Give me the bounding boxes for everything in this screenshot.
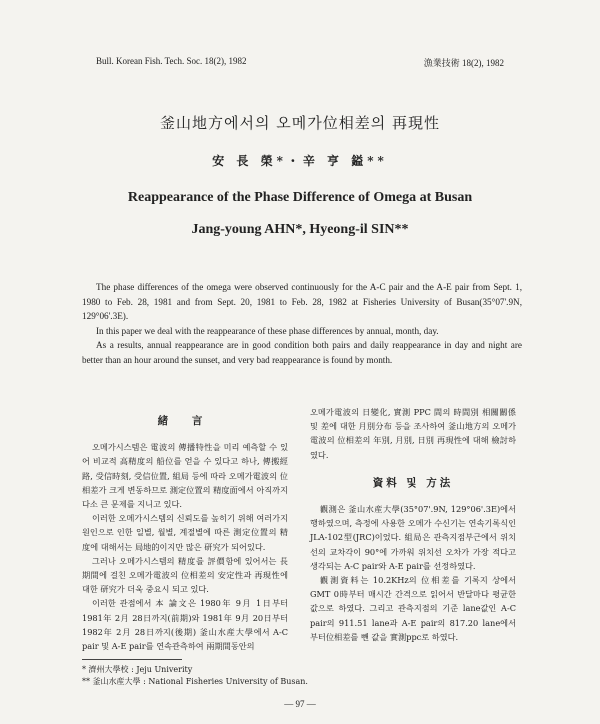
abstract [82, 280, 522, 367]
journal-header-right: 漁業技術 18(2), 1982 [423, 58, 504, 68]
body-paragraph: 이러한 오메가시스템의 신뢰도를 높히기 위해 여러가지 원인으로 인한 일별, 월별, 계절별에 따른 測定位置의 精度에 대해서는 局地的이지만 많은 研究가 되어있다. [82, 513, 288, 552]
page-number: — 97 — [284, 699, 316, 709]
section-heading-methods: 資料 및 方法 [372, 476, 454, 489]
body-paragraph: 觀測資料는 10.2KHz의 位相差를 기록지 상에서 GMT 0時부터 매시간 간격으로 읽어서 반달마다 평균한 값으로 하였다. 그리고 관측지점의 기준 lane값인 A-C pair의 911.51 lane과 A-E pair의 817.20 lane에서 부터位相差를 뺀 값을 實測ppc로 하였다. [310, 575, 516, 642]
footnotes [82, 664, 382, 688]
body-paragraph: 이러한 관점에서 本 論文은 1980年 9月 1日부터 1981年 2月 28日까지(前期)와 1981年 9月 20日부터 1982年 2月 28日까지(後期) 釜山水産大學에서 A-C pair 및 A-E pair를 연속관측하여 兩期間동안의 [82, 598, 288, 652]
body-paragraph: 오메가시스템은 電波의 傳播特性을 미리 예측할 수 있어 비교적 高精度의 船位를 얻을 수 있다고 하나, 傳搬經路, 受信時刻, 受信位置, 組局 등에 따라 오메가電波의 位相差가 크게 변동하므로 測定位置의 精度面에서 아직까지 다소 큰 문제를 지니고 있다. [82, 442, 288, 510]
authors-korean: 安 長 榮*・辛 亨 鎰** [212, 154, 388, 168]
journal-header-left: Bull. Korean Fish. Tech. Soc. 18(2), 1982 [96, 56, 247, 66]
body-paragraph: 그러나 오메가시스템의 精度를 評價함에 있어서는 長期間에 걸친 오메가電波의 位相差의 安定性과 再現性에 대한 研究가 더욱 중요시 되고 있다. [82, 555, 288, 595]
body-paragraph: 오메가電波의 日變化, 實測 PPC 間의 時間別 相關關係 및 差에 대한 月別分布 등을 조사하여 釜山地方의 오메가電波의 位相差의 年別, 月別, 日別 再現性에 대해 檢討하였다. [310, 407, 516, 460]
abstract-paragraph: As a results, annual reappearance are in good condition both pairs and daily reappearance in day and night are better than an hour around the sunset, and very bad reappearance is found by month. [82, 340, 522, 365]
left-column [82, 410, 288, 653]
footnote-rule [82, 659, 182, 660]
right-column [310, 405, 516, 644]
body-paragraph: 觀測은 釜山水産大學(35°07'.9N, 129°06'.3E)에서 행하였으며, 측정에 사용한 오메가 수신기는 연속기록식인 JLA-102型(JRC)이었다. 組局은 관측지점부근에서 위치선의 교차각이 90°에 가까워 위치선 오차가 가장 적다고 생각되는 A-C pair와 A-E pair를 선정하였다. [310, 504, 516, 571]
abstract-paragraph: In this paper we deal with the reappearance of these phase differences by annual, month, day. [96, 325, 439, 336]
authors-english: Jang-young AHN*, Hyeong-il SIN** [191, 222, 409, 237]
footnote: ** 釜山水産大學 : National Fisheries University of Busan. [82, 677, 308, 686]
footnote: * 濟州大學校 : Jeju Univerity [82, 665, 193, 674]
title-english: Reappearance of the Phase Difference of Omega at Busan [127, 190, 473, 205]
title-korean: 釜山地方에서의 오메가位相差의 再現性 [160, 114, 440, 132]
abstract-paragraph: The phase differences of the omega were observed continuously for the A-C pair and the A-E pair from Sept. 1, 1980 to Feb. 28, 1981 and from Sept. 20, 1981 to Feb. 28, 1982 at Fisheries University of Busan(35°07'.9N, 129°06'.3E). [82, 282, 522, 321]
section-heading-introduction: 緒 言 [157, 415, 213, 427]
